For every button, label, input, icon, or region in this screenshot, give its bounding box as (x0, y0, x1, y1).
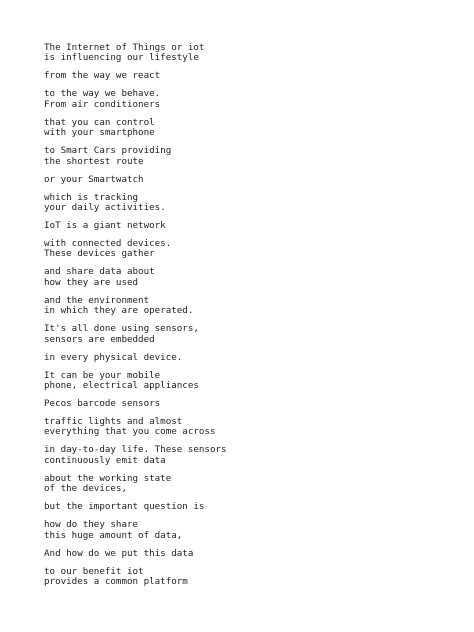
paragraph (44, 71, 444, 81)
paragraph (44, 118, 444, 139)
paragraph (44, 417, 444, 438)
text-line: about the working state (44, 472, 172, 484)
text-line: in every physical device. (44, 351, 183, 363)
text-line: from the way we react (44, 70, 161, 82)
text-line: the shortest route (44, 155, 144, 167)
text-line: or your Smartwatch (44, 173, 144, 185)
text-line: to Smart Cars providing (44, 145, 172, 157)
text-line: provides a common platform (44, 576, 188, 588)
text-line: sensors are embedded (44, 333, 155, 345)
text-line: From air conditioners (44, 98, 161, 110)
text-line: with your smartphone (44, 127, 155, 139)
text-line: which is tracking (44, 191, 139, 203)
text-line: It's all done using sensors, (44, 323, 199, 335)
paragraph (44, 474, 444, 495)
text-line: in which they are operated. (44, 305, 194, 317)
paragraph (44, 296, 444, 317)
text-line: and share data about (44, 266, 155, 278)
paragraph (44, 353, 444, 363)
text-line: of the devices, (44, 483, 127, 495)
text-line: to the way we behave. (44, 88, 161, 100)
text-line: to our benefit iot (44, 565, 144, 577)
text-line: and the environment (44, 294, 150, 306)
paragraph (44, 43, 444, 64)
text-line: traffic lights and almost (44, 416, 183, 428)
paragraph (44, 324, 444, 345)
text-line: phone, electrical appliances (44, 380, 199, 392)
text-line: with connected devices. (44, 238, 172, 250)
paragraph (44, 549, 444, 559)
paragraph (44, 445, 444, 466)
text-line: continuously emit data (44, 454, 166, 466)
paragraph (44, 175, 444, 185)
text-line: your daily activities. (44, 202, 166, 214)
paragraph (44, 146, 444, 167)
text-line: in day-to-day life. These sensors (44, 444, 227, 456)
paragraph (44, 193, 444, 214)
paragraph (44, 267, 444, 288)
text-line: is influencing our lifestyle (44, 52, 199, 64)
text-line: how they are used (44, 276, 139, 288)
text-line: this huge amount of data, (44, 529, 183, 541)
transcript-text (44, 43, 444, 595)
text-line: And how do we put this data (44, 547, 194, 559)
text-line: IoT is a giant network (44, 220, 166, 232)
text-line: Pecos barcode sensors (44, 398, 161, 410)
text-line: that you can control (44, 116, 155, 128)
text-line: how do they share (44, 519, 139, 531)
text-line: everything that you come across (44, 426, 216, 438)
paragraph (44, 239, 444, 260)
text-line: It can be your mobile (44, 369, 161, 381)
text-line: but the important question is (44, 501, 205, 513)
paragraph (44, 567, 444, 588)
text-line: These devices gather (44, 248, 155, 260)
paragraph (44, 221, 444, 231)
paragraph (44, 399, 444, 409)
paragraph (44, 502, 444, 512)
paragraph (44, 520, 444, 541)
paragraph (44, 371, 444, 392)
paragraph (44, 89, 444, 110)
text-line: The Internet of Things or iot (44, 42, 205, 53)
